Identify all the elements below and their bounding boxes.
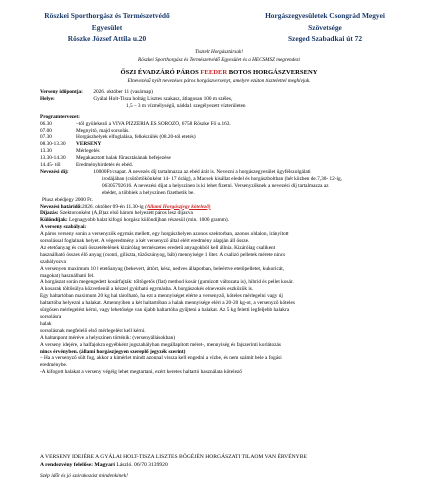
rule-line: használható összes élő anyag (csonti, giliszta, tüzőszúnyog, báb) mennyisége 1 liter. A csalizó pelletek mérete nincs [40, 251, 286, 258]
header-left-line-2: Egyesület [91, 22, 123, 32]
program-time: 14.45- től [40, 162, 61, 169]
rule-line: – Ha a versenyző sült fog, akkor a kimérlet mindt azonnal vissza kell engedni a vízbe, és nem számít bele a fogási [40, 355, 282, 362]
prizes-row [40, 210, 420, 217]
intro [0, 48, 438, 64]
rule-line: haltartóba helyezni a halakat. Amennyiben a két haltartóban a halak mennyisége eléri a 20-20 kg-ot, a versenyző köteles [40, 300, 295, 307]
header-right-line-3: Szeged Szabadkai út 72 [287, 34, 363, 43]
fee-label: Nevezési díj: [40, 168, 69, 175]
fee-row [40, 169, 420, 176]
rule-line: A versenyen maximum 10 l etetőanyag (bekevert, áttört, kész, nedves állapotban, beleértve etetőpelletet, kukoricát, [40, 265, 285, 272]
rule-line: halak [40, 320, 52, 327]
rule-line: A horgászat során megengedett kosárfajták: töltögetős (flat) method kosár (gumizott változata is), hibrid és pellet kosár. [40, 279, 294, 286]
title-pre: ŐSZI ÉVADZÁRÓ PÁROS [120, 69, 201, 76]
special-label: Különdíjak: [40, 217, 68, 224]
program-item [40, 128, 420, 135]
fee-line-4: ebédet, a többiek a helyszínen fizethetik be. [102, 189, 195, 196]
special-row [40, 217, 420, 224]
deadline-accent: (Állami Horgászjegy kötelező) [145, 203, 211, 210]
date-label: Verseny időpontja: [40, 89, 83, 95]
organizer-name: Magyari [94, 462, 115, 468]
rule-line: eredménybe. [40, 362, 68, 369]
deadline-row [40, 204, 420, 211]
footer-notice: A VERSENY IDEJÉRE A GYÁLAI HOLT-TISZA LISZTES BÖGÉJÉN HORGÁSZATI TILAOM VAN ÉRVÉNYBE [40, 454, 307, 460]
event-subtitle: Elnevezésű nyílt nevezéses páros horgászversenyt, amelyre ezúton tisztelettel meghívjuk. [127, 78, 311, 84]
program-time: 13.30 [40, 148, 52, 155]
program-item [40, 148, 420, 155]
prizes-value: Szektoronként (A,B)az első három helyezett páros lesz díjazva [59, 210, 193, 217]
header-left-organizer [22, 10, 192, 45]
organizer-phone: László. 06/70 3139920 [114, 462, 168, 468]
rule-line: A verseny idejére, a halfajokra egyébként jogszabályban megállapított méret-, mennyiség és fajszerinti korlátozás [40, 341, 281, 348]
program-item [40, 121, 420, 128]
footer-organizer [40, 462, 168, 469]
rule-line: sorsolásra [40, 314, 62, 320]
rule-line: sorsolással foglalnak helyet. A végeredmény a két versenyző által elért eredmény alapján áll össze. [40, 238, 250, 245]
program-time: 13.30-14.30 [40, 155, 66, 162]
venue-label: Helye: [40, 95, 55, 102]
event-title [0, 68, 438, 77]
organizer-label: A rendezvény felelőse: [40, 462, 95, 468]
program-item [40, 162, 420, 169]
rule-line: nincs érvényben. (állami horgászjegyen szereplő jegyzék szerint) [40, 348, 186, 355]
rules-title: A verseny szabályai: [40, 224, 87, 231]
fee-line-3: 06305792616. A nevezési díjat a helyszínen is ki lehet fizetni. Versenyzőknek a nevezési díj tartalmazza az [102, 182, 329, 189]
flyer-body [40, 89, 420, 376]
program-time: 06.30 [40, 120, 52, 127]
venue-row [40, 96, 420, 103]
program-text: Megnyitó, majd sorsolás. [76, 127, 130, 134]
header-right-line-2: Szövetsége [308, 22, 342, 32]
program-item [40, 141, 420, 148]
program-text: Horgászhelyek elfoglalása, felkészülés (08.20-tól etetés) [76, 134, 196, 141]
rule-line: A kosarak töltősúlya közvetlenül a kézzel gyúrható egymásba. A horgászokés elnevezés eszközök is. [40, 286, 254, 293]
fee-extra: Plusz ebédjegy 2000 Ft. [42, 196, 93, 203]
program-item [40, 155, 420, 162]
venue-value: Gyálai Holt-Tisza holtág Lisztes szakasz, átlagosan 100 m széles, [93, 95, 233, 102]
intro-text: Röszkei Sporthorgász és Természetvédő Egyesület és a HECSMSZ megrendezi [138, 57, 300, 63]
program-time: 08.30-13.30 [40, 141, 66, 148]
rule-line: sürgősen mérlegelést kérni, vagy lehetősége van újabb haltartóba gyűjteni a halakat. Az 5 kg feletti legfeljebb halakra [40, 307, 290, 314]
program-item [40, 134, 420, 141]
rule-line: szabályozva [40, 258, 66, 265]
header-left-line-1: Röszkei Sporthorgász és Természetvédő [44, 11, 170, 20]
deadline-label: Nevezési határidő: [40, 203, 82, 210]
header-left-line-3: Röszke József Attila u.20 [67, 34, 147, 43]
program-label: Programtervezet: [40, 113, 80, 120]
program-time: 07.00 [40, 127, 52, 134]
deadline-value: 2026. október 09-én 11.30-ig [81, 203, 145, 210]
date-value: 2026. október 11 (vasárnap) [93, 89, 153, 95]
rule-line: sorsolásnak megfelelő első mérlegelést kell kérni. [40, 327, 146, 334]
program-text: VERSENY [76, 141, 102, 148]
date-row [40, 89, 420, 96]
fee-line-1: 10000Ft/csapat. A nevezés díj tartalmazza az ebéd árát is. Nevezni a horgászegyesület ügyfélszolgálati [93, 168, 311, 175]
program-text: –től gyülekező a VIVA PIZZÉRIA ÉS SÖRÖZŐ, 6758 Röszke Fő u.163. [76, 120, 231, 127]
footer-closing: Szép időt és jó szórakozást mindenkinek! [40, 473, 128, 479]
program-text: Megakasztott halak fűrasztásának befejezése [76, 155, 171, 162]
program-text: Eredményhirdetés és ebéd. [76, 162, 133, 169]
rule-line: Az etetőanyag és csali összetételének kizárólag természetes eredetű anyagokból kell állnia. Kizárólag csalikent [40, 244, 276, 251]
title-accent: FEEDER [200, 69, 228, 76]
special-value: Legnagyobb halat kifogó horgász különdíjban részesül (min. 1000 gramm). [69, 217, 229, 224]
rule-line: A páros verseny során a versenyzők egymás mellett, egy horgászhelyen azonos szektorban, azonos oldalon, irányított [40, 231, 289, 238]
rule-line: magokat) használható fel. [40, 272, 95, 279]
rule-line: A haltanpont méréve a helyszínen történik: (versenyállásokban) [40, 334, 176, 341]
intro-greeting: Tisztelt Horgásztársak! [194, 49, 244, 55]
prizes-label: Díjazás: [40, 210, 59, 217]
venue-row-2: 1,5 – 3 m vízmélységű, nádda1 szegélyezett vízterületen [126, 102, 246, 109]
rule-line: -A kifogott halakat a verseny végéig lehet megtartani, ezért keretes haltartó használata kötelező [40, 369, 242, 376]
program-time: 07.30 [40, 134, 52, 141]
rule-line: Egy haltartóban maximum 20 kg hal tárolható, ha ezt a mennyiséget elérte a versenyző, köteles mérlegelni vagy új [40, 293, 283, 300]
header-right-organizer [225, 10, 425, 45]
title-post: BOTOS HORGÁSZVERSENY [227, 69, 318, 76]
fee-line-2: irodájában (csütörtökönként 14- 17 óráig), a Macsek kisállat eledel és horgászboltban (hét közben de.7,30- 12-ig, [102, 175, 342, 182]
program-text: Mérlegelés [76, 148, 100, 155]
header-right-line-1: Horgászegyesületek Csongrád Megyei [265, 11, 385, 20]
